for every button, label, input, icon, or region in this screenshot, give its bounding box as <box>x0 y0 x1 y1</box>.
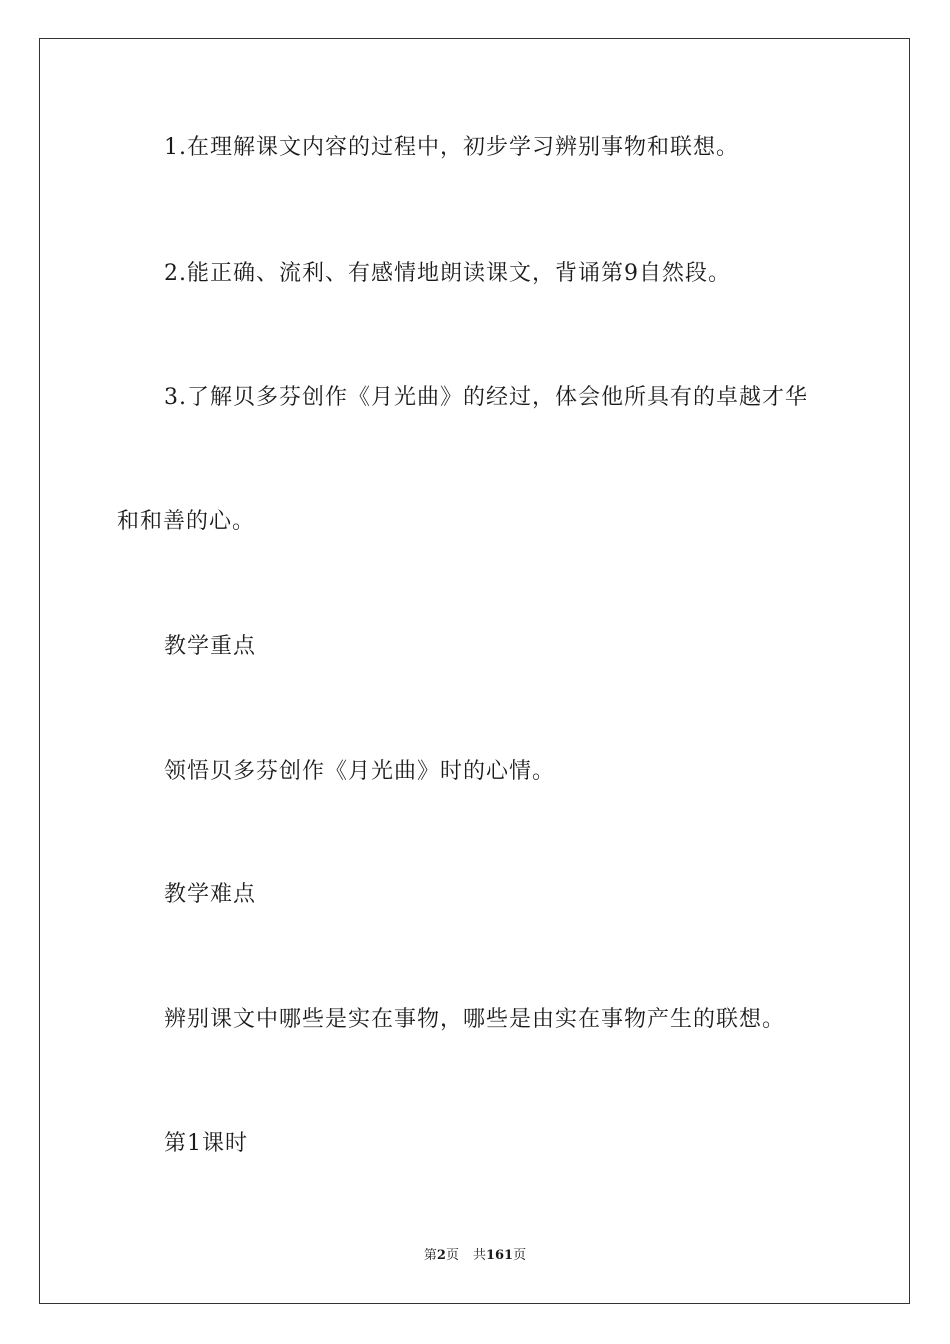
footer-total-prefix: 共 <box>472 1248 486 1263</box>
footer-page-prefix: 第 <box>423 1248 437 1263</box>
lesson-period-heading: 第1课时 <box>164 1131 248 1156</box>
page-footer <box>0 1247 950 1265</box>
heading-difficulties: 教学难点 <box>164 882 257 907</box>
key-points-text: 领悟贝多芬创作《月光曲》时的心情。 <box>164 759 556 784</box>
footer-page-suffix: 页 <box>445 1248 459 1263</box>
page-frame <box>39 38 910 1304</box>
heading-key-points: 教学重点 <box>164 634 257 659</box>
objective-1: 1.在理解课文内容的过程中，初步学习辨别事物和联想。 <box>164 135 739 160</box>
objective-3-continued: 和和善的心。 <box>117 509 256 534</box>
objective-3: 3.了解贝多芬创作《月光曲》的经过，体会他所具有的卓越才华 <box>164 385 808 410</box>
footer-total-pages: 161 <box>485 1248 514 1263</box>
difficulties-text: 辨别课文中哪些是实在事物，哪些是由实在事物产生的联想。 <box>164 1007 786 1032</box>
objective-2: 2.能正确、流利、有感情地朗读课文，背诵第9自然段。 <box>164 261 731 286</box>
footer-page-number: 2 <box>436 1248 446 1263</box>
footer-total-suffix: 页 <box>513 1248 527 1263</box>
